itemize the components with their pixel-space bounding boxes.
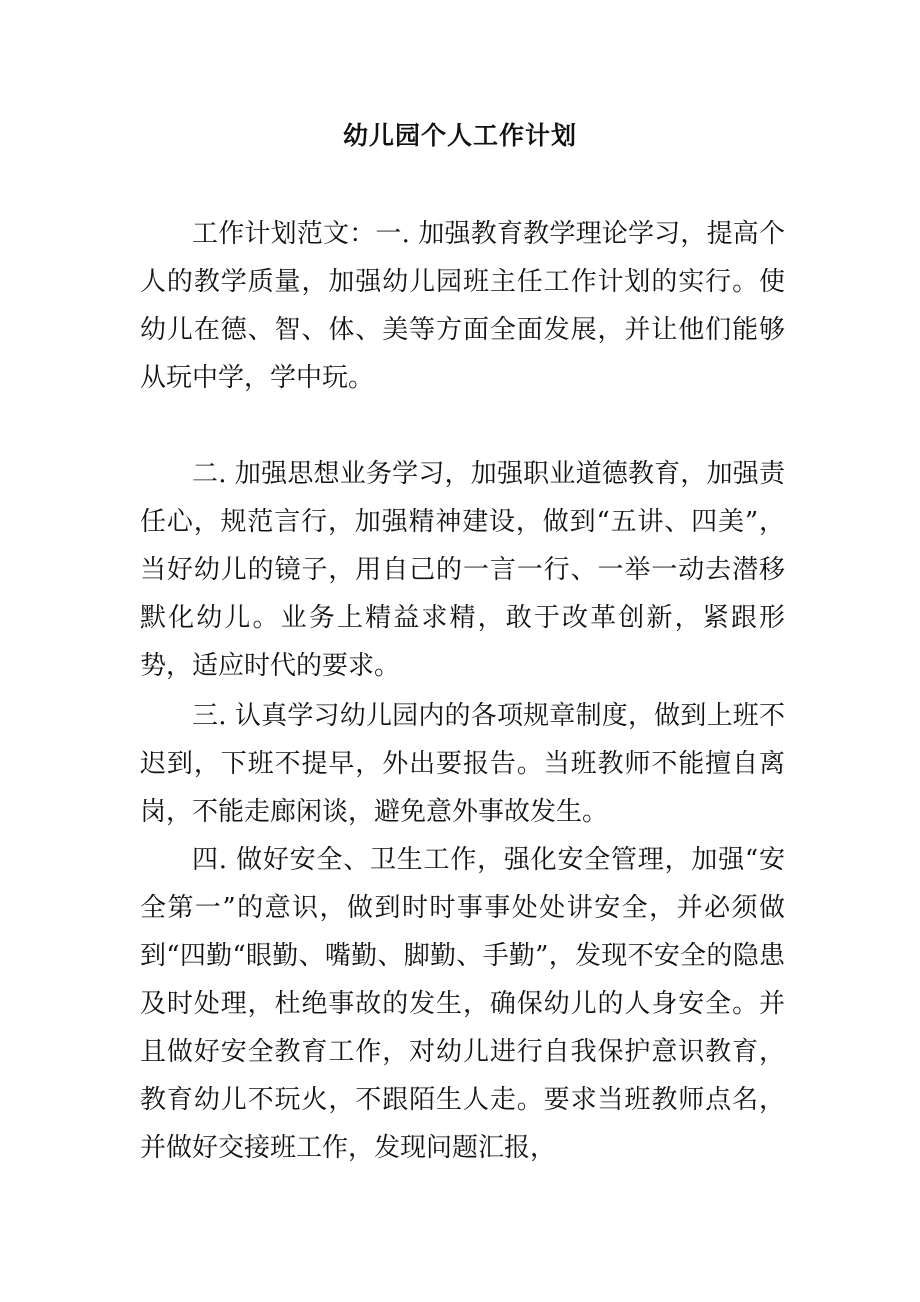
paragraph-3: 三. 认真学习幼儿园内的各项规章制度，做到上班不迟到，下班不提早，外出要报告。当班教师不能擅自离岗，不能走廊闲谈，避免意外事故发生。 <box>140 701 785 827</box>
document-title: 幼儿园个人工作计划 <box>342 121 577 150</box>
paragraph-2: 二. 加强思想业务学习，加强职业道德教育，加强责任心，规范言行，加强精神建设，做到“五讲、四美”，当好幼儿的镜子，用自己的一言一行、一举一动去潜移默化幼儿。业务上精益求精，敢于改革创新，紧跟形势，适应时代的要求。 <box>140 459 785 681</box>
paragraph-4: 四. 做好安全、卫生工作，强化安全管理，加强“安全第一”的意识，做到时时事事处处讲安全，并必须做到“四勤“眼勤、嘴勤、脚勤、手勤”，发现不安全的隐患及时处理，杜绝事故的发生，确保幼儿的人身安全。并且做好安全教育工作，对幼儿进行自我保护意识教育，教育幼儿不玩火，不跟陌生人走。要求当班教师点名，并做好交接班工作，发现问题汇报， <box>140 845 785 1163</box>
paragraph-1: 工作计划范文：一. 加强教育教学理论学习，提高个人的教学质量，加强幼儿园班主任工作计划的实行。使幼儿在德、智、体、美等方面全面发展，并让他们能够从玩中学，学中玩。 <box>140 219 785 393</box>
